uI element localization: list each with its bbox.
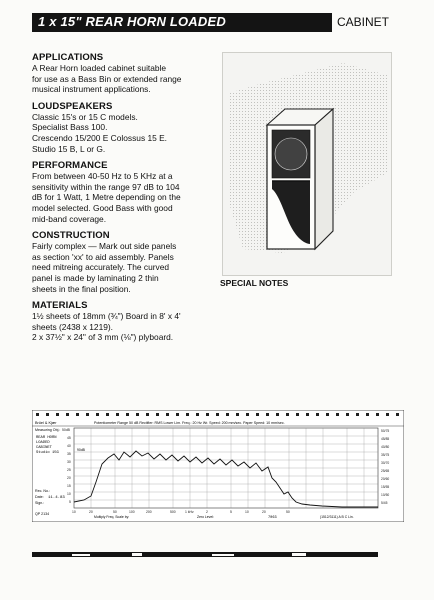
- y-label: 30: [67, 460, 71, 464]
- measuring-obj-line: LOADED: [36, 441, 50, 445]
- loudspeakers-line: Classic 15's or 15 C models.: [32, 111, 138, 122]
- applications-line: A Rear Horn loaded cabinet suitable: [32, 63, 167, 73]
- freq-tick: 100: [129, 510, 135, 514]
- chart-frame: [32, 410, 404, 522]
- page-title: 1 x 15" REAR HORN LOADED: [38, 14, 226, 29]
- construction-section: [32, 230, 218, 294]
- y-label: 15: [67, 484, 71, 488]
- y-label: 45: [67, 436, 71, 440]
- performance-line: model selected. Good Bass with good: [32, 202, 173, 213]
- freq-tick: 10: [245, 510, 249, 514]
- construction-heading: CONSTRUCTION: [32, 230, 110, 242]
- category-label: CABINET: [331, 13, 394, 32]
- materials-line: sheets (2438 x 1219).: [32, 321, 114, 332]
- applications-text: [32, 63, 218, 95]
- loudspeakers-line: Specialist Bass 100.: [32, 122, 108, 133]
- right-label: 40/80: [381, 445, 390, 449]
- right-label: 10/50: [381, 493, 390, 497]
- performance-line: dB for 1 Watt, 1 Metre depending on the: [32, 192, 181, 203]
- right-label: 5/45: [381, 501, 388, 505]
- freq-tick: 500: [170, 510, 176, 514]
- right-label: 15/55: [381, 485, 390, 489]
- right-label: 30/70: [381, 461, 390, 465]
- right-label: 45/85: [381, 437, 390, 441]
- materials-section: [32, 300, 218, 343]
- freq-tick: 50: [113, 510, 117, 514]
- measuring-obj-label: Measuring Obj.:: [35, 428, 61, 432]
- y-label: 35: [67, 452, 71, 456]
- materials-line: 2 x 37½" x 24" of 3 mm (⅛") plyboard.: [32, 332, 174, 343]
- materials-line: 1½ sheets of 18mm (¾") Board in 8' x 4': [32, 311, 181, 322]
- bottom-decorative-strip: [32, 548, 378, 560]
- right-label: 20/60: [381, 477, 390, 481]
- loudspeakers-text: [32, 112, 218, 154]
- freq-tick: 10: [72, 510, 76, 514]
- freq-tick: 20: [89, 510, 93, 514]
- sign-label: Sign.:: [35, 501, 45, 505]
- measuring-obj-line: REAR HORN: [36, 436, 57, 440]
- freq-tick: 20: [262, 510, 266, 514]
- construction-text: [32, 241, 218, 294]
- rec-no-label: Rec. No.:: [35, 489, 50, 493]
- construction-line: Fairly complex — Mark out side panels: [32, 241, 177, 252]
- zero-level-label: Zero Level:: [197, 515, 214, 519]
- freq-tick: 1 kHz: [185, 510, 194, 514]
- y-label: 25: [67, 468, 71, 472]
- chart-brand: Brüel & Kjær: [35, 421, 57, 425]
- applications-line: musical instrument applications.: [32, 84, 151, 95]
- measuring-obj-line: Studio 15G: [36, 451, 59, 455]
- multiply-label: Multiply Freq. Scale by:: [94, 515, 130, 519]
- performance-line: From between 40-50 Hz to 5 KHz at a: [32, 171, 173, 182]
- loudspeakers-heading: LOUDSPEAKERS: [32, 100, 113, 112]
- applications-line: for use as a Bass Bin or extended range: [32, 73, 182, 84]
- date-label: Date:: [35, 495, 44, 499]
- y-label: 50dB: [62, 428, 70, 432]
- right-label: 35/75: [381, 453, 390, 457]
- specification-column: [32, 52, 218, 349]
- performance-section: [32, 160, 218, 224]
- db-marker: 90dB: [77, 448, 85, 452]
- y-label: 5: [69, 500, 71, 504]
- cabinet-illustration: [223, 53, 391, 275]
- code-text: (1512/3111) A B C Lin.: [320, 515, 354, 519]
- date-value: 11.4.83: [48, 496, 65, 500]
- materials-heading: MATERIALS: [32, 300, 88, 312]
- construction-line: panel is made by laminating 2 thin: [32, 272, 159, 283]
- freq-tick: 50: [286, 510, 290, 514]
- performance-line: mid-band coverage.: [32, 213, 107, 224]
- zero-level-value: 7063: [268, 516, 277, 520]
- performance-text: [32, 171, 218, 224]
- freq-tick: 5: [230, 510, 232, 514]
- loudspeakers-line: Studio 15 B, L or G.: [32, 143, 106, 154]
- loudspeakers-section: [32, 101, 218, 154]
- freq-tick: 200: [146, 510, 152, 514]
- form-number: QP 2134: [35, 512, 50, 516]
- cabinet-side: [315, 109, 333, 249]
- construction-line: as section 'xx' to aid assembly. Panels: [32, 251, 174, 262]
- special-notes-heading: SPECIAL NOTES: [220, 278, 289, 288]
- performance-line: sensitivity within the range 97 dB to 104: [32, 181, 180, 192]
- freq-tick: 2: [206, 510, 208, 514]
- y-label: 10: [67, 492, 71, 496]
- decorative-strip-svg: [32, 549, 378, 561]
- y-label: 40: [67, 444, 71, 448]
- construction-line: sheets in the final position.: [32, 283, 131, 294]
- right-label: 50/75: [381, 429, 390, 433]
- chart-svg: [32, 410, 404, 522]
- y-label: 20: [67, 476, 71, 480]
- construction-line: need mitreing accurately. The curved: [32, 262, 170, 273]
- loudspeakers-line: Crescendo 15/200 E Colossus 15 E.: [32, 132, 168, 143]
- speaker-cone-icon: [275, 138, 307, 170]
- applications-heading: APPLICATIONS: [32, 52, 104, 63]
- right-label: 25/65: [381, 469, 390, 473]
- measuring-obj-line: CABINET: [36, 446, 52, 450]
- chart-header-text: Potentiometer Range 50 dB Rectifier: RMS Lower Lim. Freq.: 20 Hz Wr. Speed: 200 mm/sec. Paper Speed: 10 mm/sec.: [94, 421, 285, 425]
- cabinet-illustration-panel: [222, 52, 392, 276]
- frequency-response-chart: [32, 410, 404, 522]
- performance-heading: PERFORMANCE: [32, 160, 108, 172]
- materials-text: [32, 311, 218, 343]
- applications-section: [32, 52, 218, 95]
- page-header: [32, 13, 394, 32]
